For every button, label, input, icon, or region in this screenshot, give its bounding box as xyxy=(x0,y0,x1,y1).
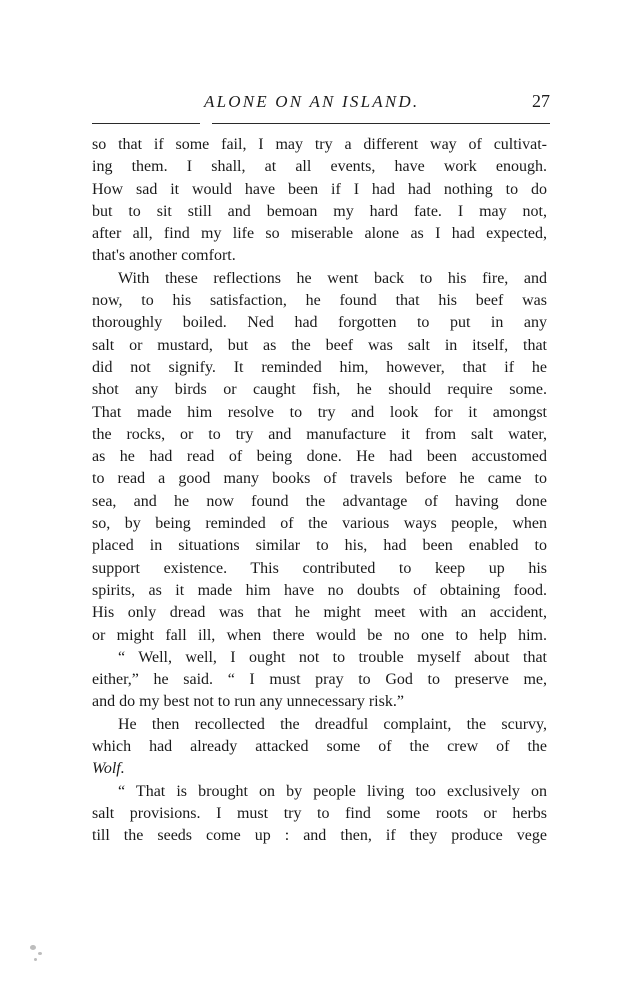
text-line: How sad it would have been if I had had nothing to do xyxy=(92,180,547,198)
text-line: as he had read of being done. He had been accustomed xyxy=(92,448,547,466)
text-line: spirits, as it made him have no doubts of obtaining food. xyxy=(92,581,547,599)
text-line: after all, find my life so miserable alone as I had expected, xyxy=(92,225,547,243)
paper-speck xyxy=(34,958,37,961)
text-line: so that if some fail, I may try a different way of cultivat- xyxy=(92,136,547,153)
text-line: salt or mustard, but as the beef was salt in itself, that xyxy=(92,336,547,354)
text-line: “ That is brought on by people living too exclusively on xyxy=(118,782,547,800)
body-text xyxy=(92,134,547,848)
text-line: placed in situations similar to his, had been enabled to xyxy=(92,537,547,555)
running-head xyxy=(92,92,552,116)
text-line: That made him resolve to try and look for it amongst xyxy=(92,403,547,421)
text-line: that's another comfort. xyxy=(92,247,236,265)
text-line: thoroughly boiled. Ned had forgotten to put in any xyxy=(92,314,547,332)
paper-speck xyxy=(30,945,36,950)
text-line: the rocks, or to try and manufacture it from salt water, xyxy=(92,425,547,443)
paper-speck xyxy=(38,952,42,955)
text-line: sea, and he now found the advantage of having done xyxy=(92,492,547,510)
text-line: With these reflections he went back to his fire, and xyxy=(118,269,547,287)
text-line: “ Well, well, I ought not to trouble myself about that xyxy=(118,648,547,666)
text-line: salt provisions. I must try to find some roots or herbs xyxy=(92,804,547,822)
text-line: which had already attacked some of the crew of the xyxy=(92,738,547,756)
text-line: to read a good many books of travels before he came to xyxy=(92,470,547,488)
text-line: support existence. This contributed to keep up his xyxy=(92,559,547,577)
text-line: did not signify. It reminded him, however, that if he xyxy=(92,358,547,376)
header-rule-gap xyxy=(200,122,212,125)
text-line: shot any birds or caught fish, he should require some. xyxy=(92,381,547,399)
text-line: till the seeds come up : and then, if they produce vege xyxy=(92,827,547,845)
text-line: His only dread was that he might meet with an accident, xyxy=(92,604,547,622)
page-number: 27 xyxy=(532,91,550,111)
text-line: now, to his satisfaction, he found that his beef was xyxy=(92,292,547,310)
text-line: either,” he said. “ I must pray to God to preserve me, xyxy=(92,671,547,689)
header-rule xyxy=(92,123,550,124)
text-line: Wolf. xyxy=(92,760,125,778)
text-line: so, by being reminded of the various ways people, when xyxy=(92,515,547,533)
running-title: ALONE ON AN ISLAND. xyxy=(204,92,420,111)
text-line: or might fall ill, when there would be no one to help him. xyxy=(92,626,547,644)
text-line: ing them. I shall, at all events, have work enough. xyxy=(92,158,547,176)
text-line: but to sit still and bemoan my hard fate. I may not, xyxy=(92,202,547,220)
text-line: He then recollected the dreadful complaint, the scurvy, xyxy=(118,715,547,733)
text-line: and do my best not to run any unnecessary risk.” xyxy=(92,693,404,711)
